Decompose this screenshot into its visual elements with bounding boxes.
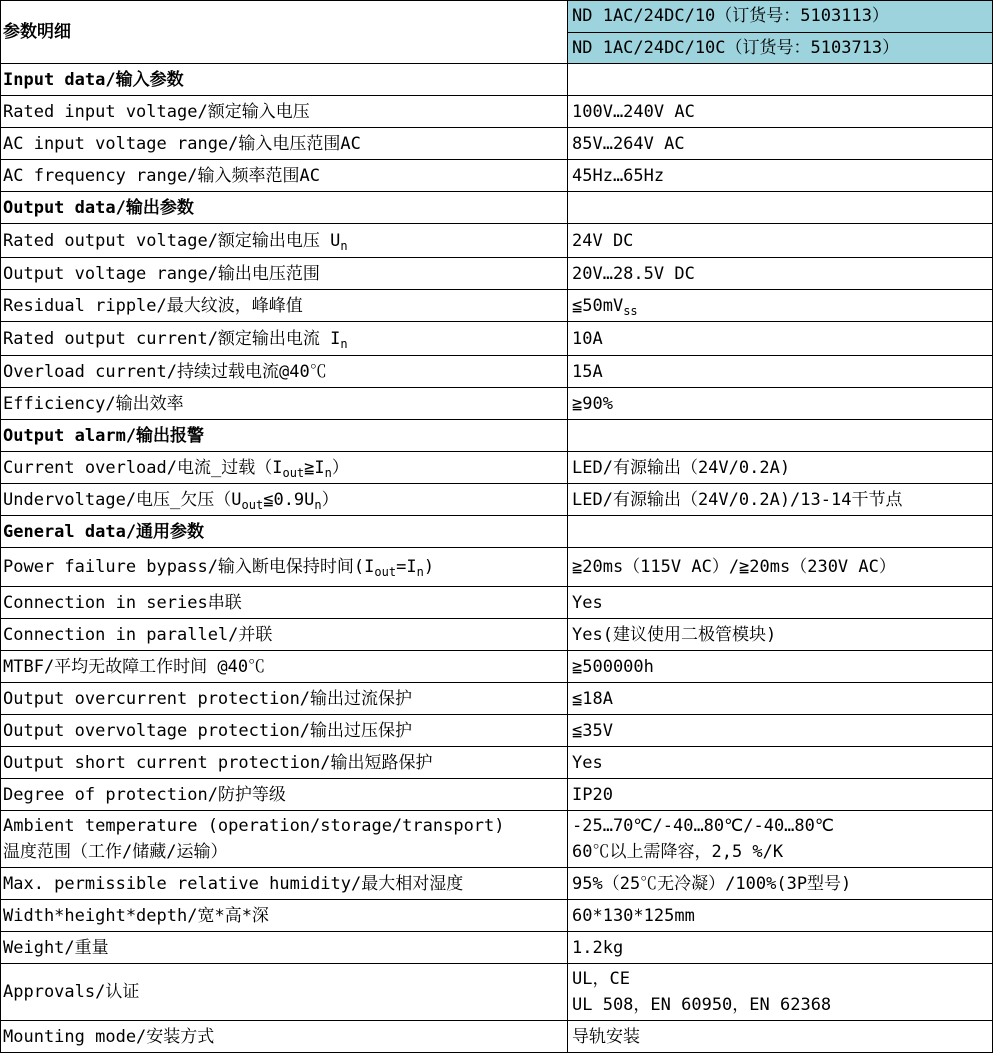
row-label: AC frequency range/输入频率范围AC <box>1 160 568 192</box>
table-row <box>1 715 993 747</box>
row-label: Mounting mode/安装方式 <box>1 1021 568 1053</box>
label-text: Current overload/电流_过载（I <box>3 457 283 478</box>
label-subscript: out <box>241 497 264 512</box>
label-subscript: n <box>340 238 348 253</box>
section-row <box>1 64 993 96</box>
row-label: Weight/重量 <box>1 932 568 964</box>
empty-cell <box>568 516 993 548</box>
table-row <box>1 128 993 160</box>
section-output-alarm: Output alarm/输出报警 <box>1 420 568 452</box>
row-label: Connection in parallel/并联 <box>1 619 568 651</box>
row-label: Output voltage range/输出电压范围 <box>1 258 568 290</box>
row-value: Yes <box>568 587 993 619</box>
row-label <box>1 484 568 516</box>
label-text: Rated output voltage/额定输出电压 U <box>3 230 341 251</box>
row-label <box>1 322 568 356</box>
row-label: Connection in series串联 <box>1 587 568 619</box>
row-value: Yes <box>568 747 993 779</box>
label-subscript: out <box>374 565 397 579</box>
table-row <box>1 811 993 868</box>
row-value: Yes(建议使用二极管模块) <box>568 619 993 651</box>
spec-title: 参数明细 <box>1 1 568 64</box>
table-row <box>1 964 993 1021</box>
row-label: Degree of protection/防护等级 <box>1 779 568 811</box>
row-value: LED/有源输出（24V/0.2A)/13-14干节点 <box>568 484 993 516</box>
section-row <box>1 516 993 548</box>
table-row <box>1 484 993 516</box>
table-header-row <box>1 1 993 33</box>
value-text: ≦50mV <box>572 295 624 316</box>
row-label: Approvals/认证 <box>1 964 568 1021</box>
empty-cell <box>568 192 993 224</box>
row-value <box>568 290 993 322</box>
row-label: Output overvoltage protection/输出过压保护 <box>1 715 568 747</box>
row-value: ≧500000h <box>568 651 993 683</box>
table-row <box>1 779 993 811</box>
row-label: Output overcurrent protection/输出过流保护 <box>1 683 568 715</box>
table-row <box>1 868 993 900</box>
section-input-data: Input data/输入参数 <box>1 64 568 96</box>
table-row <box>1 548 993 587</box>
table-row <box>1 322 993 356</box>
section-output-data: Output data/输出参数 <box>1 192 568 224</box>
model-cell-2: ND 1AC/24DC/10C（订货号：5103713） <box>568 32 993 64</box>
label-text: ） <box>321 489 339 510</box>
row-value: 60*130*125mm <box>568 900 993 932</box>
table-row <box>1 683 993 715</box>
row-value: ≧20ms（115V AC）/≧20ms（230V AC） <box>568 548 993 587</box>
row-label: MTBF/平均无故障工作时间 @40℃ <box>1 651 568 683</box>
row-label: Rated input voltage/额定输入电压 <box>1 96 568 128</box>
row-label <box>1 548 568 587</box>
row-value: 85V…264V AC <box>568 128 993 160</box>
row-value: -25…70℃/-40…80℃/-40…80℃ 60℃以上需降容，2,5 %/K <box>568 811 993 868</box>
section-row <box>1 420 993 452</box>
row-label: Overload current/持续过载电流@40℃ <box>1 356 568 388</box>
row-value: 10A <box>568 322 993 356</box>
table-row <box>1 619 993 651</box>
row-label: AC input voltage range/输入电压范围AC <box>1 128 568 160</box>
table-row <box>1 747 993 779</box>
row-value: IP20 <box>568 779 993 811</box>
label-text: ≧I <box>304 457 325 478</box>
section-general-data: General data/通用参数 <box>1 516 568 548</box>
table-row <box>1 96 993 128</box>
row-value: 24V DC <box>568 224 993 258</box>
row-label <box>1 224 568 258</box>
row-value: 95%（25℃无冷凝）/100%(3P型号) <box>568 868 993 900</box>
table-row <box>1 1021 993 1053</box>
table-row <box>1 932 993 964</box>
label-text: Power failure bypass/输入断电保持时间(I <box>3 557 375 577</box>
label-subscript: n <box>314 497 322 512</box>
row-value: 45Hz…65Hz <box>568 160 993 192</box>
row-label: Width*height*depth/宽*高*深 <box>1 900 568 932</box>
label-text: ) <box>423 557 435 577</box>
table-row <box>1 224 993 258</box>
row-value: 15A <box>568 356 993 388</box>
row-label <box>1 452 568 484</box>
value-subscript: ss <box>623 303 638 318</box>
table-row <box>1 160 993 192</box>
row-value: 20V…28.5V DC <box>568 258 993 290</box>
table-row <box>1 388 993 420</box>
label-subscript: n <box>324 465 332 480</box>
table-row <box>1 651 993 683</box>
model-cell-1: ND 1AC/24DC/10（订货号：5103113） <box>568 1 993 33</box>
row-label: Max. permissible relative humidity/最大相对湿度 <box>1 868 568 900</box>
row-value: 1.2kg <box>568 932 993 964</box>
table-row <box>1 900 993 932</box>
table-row <box>1 258 993 290</box>
label-subscript: n <box>340 336 348 351</box>
row-label: Residual ripple/最大纹波，峰峰值 <box>1 290 568 322</box>
row-value: 100V…240V AC <box>568 96 993 128</box>
row-label: Output short current protection/输出短路保护 <box>1 747 568 779</box>
label-text: ≦0.9U <box>263 489 315 510</box>
label-text: ） <box>331 457 349 478</box>
row-value: ≦35V <box>568 715 993 747</box>
row-label: Ambient temperature (operation/storage/transport) 温度范围（工作/储藏/运输） <box>1 811 568 868</box>
table-row <box>1 356 993 388</box>
row-value: LED/有源输出（24V/0.2A) <box>568 452 993 484</box>
table-row <box>1 452 993 484</box>
row-label: Efficiency/输出效率 <box>1 388 568 420</box>
label-text: Undervoltage/电压_欠压（U <box>3 489 242 510</box>
empty-cell <box>568 64 993 96</box>
row-value: UL，CE UL 508，EN 60950，EN 62368 <box>568 964 993 1021</box>
label-subscript: out <box>282 465 305 480</box>
table-row <box>1 587 993 619</box>
table-row <box>1 290 993 322</box>
row-value: 导轨安装 <box>568 1021 993 1053</box>
label-subscript: n <box>416 565 424 579</box>
label-text: Rated output current/额定输出电流 I <box>3 328 341 349</box>
empty-cell <box>568 420 993 452</box>
row-value: ≧90% <box>568 388 993 420</box>
label-text: =I <box>396 557 417 577</box>
row-value: ≦18A <box>568 683 993 715</box>
section-row <box>1 192 993 224</box>
